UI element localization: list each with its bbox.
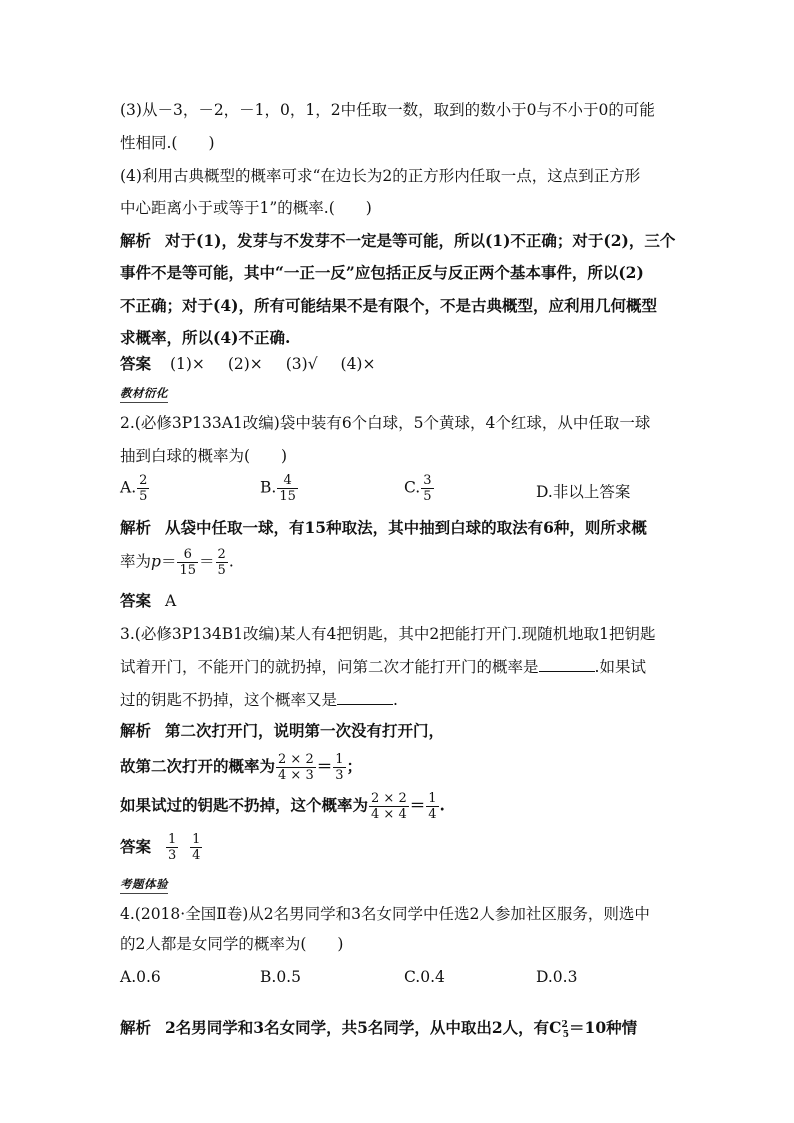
q4-line1: (4)利用古典概型的概率可求“在边长为2的正方形内任取一点，这点到正方形 [120,167,641,185]
q4b-option-a: A.0.6 [120,968,161,986]
q2-option-b [260,473,299,504]
analysis3-text: 第二次打开门，说明第一次没有打开门， [165,721,445,740]
q3b-text: 试着开门，不能开门的就扔掉，问第二次才能打开门的概率是 [120,658,539,676]
variable-p: p [151,552,161,571]
answer2-value: A [165,592,177,610]
answer-label: 答案 [120,836,152,856]
q2-option-d [536,481,630,503]
answer-label: 答案 [120,354,152,373]
analysis1-line3: 不正确；对于(4)，所有可能结果不是有限个，不是古典概型，应利用几何概型 [120,296,657,315]
equals-sign: ＝ [160,552,177,571]
analysis-label: 解析 [120,721,152,740]
fraction: $\frac{2}{5}$ [217,547,226,578]
answer-label: 答案 [120,591,152,610]
fraction: $\frac{2 \times 2}{4 \times 4}$ [371,791,407,822]
answer1-item: (3)√ [285,355,318,373]
section-heading-textbook: 教材衍化 [120,385,168,403]
q3b-text: .如果试 [594,658,646,676]
option-letter: D. [536,483,553,501]
period: . [228,552,234,571]
option-fraction: $\frac{4}{15}$ [279,473,296,504]
q4-line2: 中心距离小于或等于1”的概率.( ) [120,199,372,217]
answer1-item: (1)× [169,355,205,373]
analysis4-text: ＝10种情 [569,1018,638,1038]
q2-line2: 抽到白球的概率为( ) [120,447,288,465]
analysis4-line1 [120,1014,680,1046]
q4b-option-d: D.0.3 [536,968,578,986]
q2-option-c [404,473,435,504]
analysis-label: 解析 [120,518,152,537]
analysis1-text: 对于(1)，发芽与不发芽不一定是等可能，所以(1)不正确；对于(2)，三个 [165,231,676,250]
analysis1-line4: 求概率，所以(4)不正确. [120,328,291,347]
section-heading-exam: 考题体验 [120,876,168,894]
option-letter: B. [260,478,277,497]
answer1-item: (4)× [340,355,376,373]
q2-option-a [120,473,150,504]
equals-sign: ＝ [199,552,215,571]
q3b-line1: 3.(必修3P134B1改编)某人有4把钥匙，其中2把能打开门.现随机地取1把钥匙 [120,625,656,643]
answer3-fraction-b: $\frac{1}{4}$ [192,832,201,863]
equals-sign: ＝ [316,756,333,776]
semicolon: ； [346,756,363,776]
q3-line2: 性相同.( ) [120,134,215,152]
q3b-line2 [120,655,680,678]
answer-blank[interactable] [539,655,595,672]
option-fraction: $\frac{3}{5}$ [423,473,432,504]
q3b-text: 过的钥匙不扔掉，这个概率又是 [120,691,338,709]
option-fraction: $\frac{2}{5}$ [139,473,148,504]
analysis3-text: 如果试过的钥匙不扔掉，这个概率为 [120,795,369,815]
analysis3-line2 [120,752,680,783]
fraction: $\frac{1}{4}$ [428,791,437,822]
analysis1-line2: 事件不是等可能，其中“一正一反”应包括正反与反正两个基本事件，所以(2) [120,263,644,282]
analysis2-line1 [120,517,680,539]
q4b-option-b: B.0.5 [260,968,301,986]
analysis3-line3 [120,791,680,822]
analysis2-line2 [120,547,680,578]
option-letter: A. [120,478,137,497]
q3b-text: . [393,691,398,709]
fraction: $\frac{2 \times 2}{4 \times 3}$ [278,752,314,783]
analysis3-line1 [120,720,680,742]
q3b-line3 [120,688,680,711]
fraction: $\frac{6}{15}$ [179,547,197,578]
analysis-label: 解析 [120,1018,152,1038]
combination-subscript: 5 [562,1030,570,1041]
q4b-line1: 4.(2018·全国Ⅱ卷)从2名男同学和3名女同学中任选2人参加社区服务，则选中 [120,905,650,923]
analysis2-text: 从袋中任取一球，有15种取法，其中抽到白球的取法有6种，则所求概 [165,518,647,537]
equals-sign: ＝ [409,795,426,815]
option-text: 非以上答案 [552,483,631,501]
answer3-line [120,832,680,863]
answer2-line [120,590,680,612]
analysis-label: 解析 [120,231,152,250]
q4b-option-c: C.0.4 [404,968,445,986]
fraction: $\frac{1}{3}$ [335,752,344,783]
q4b-line2: 的2人都是女同学的概率为( ) [120,935,344,953]
answer3-fraction-a: $\frac{1}{3}$ [168,832,177,863]
answer1-item: (2)× [227,355,263,373]
answer1-line [120,353,680,375]
combination-superscript: 2 [561,1020,568,1030]
analysis1-line1 [120,230,680,252]
option-letter: C. [404,478,421,497]
period: . [439,795,445,815]
analysis3-text: 故第二次打开的概率为 [120,756,276,776]
q2-line1: 2.(必修3P133A1改编)袋中装有6个白球，5个黄球，4个红球，从中任取一球 [120,414,651,432]
q3-line1: (3)从－3，－2，－1，0，1，2中任取一数，取到的数小于0与不小于0的可能 [120,101,655,119]
analysis4-text: 2名男同学和3名女同学，共5名同学，从中取出2人，有C [165,1018,562,1038]
answer-blank[interactable] [337,688,393,705]
analysis2-prefix: 率为 [120,552,152,571]
